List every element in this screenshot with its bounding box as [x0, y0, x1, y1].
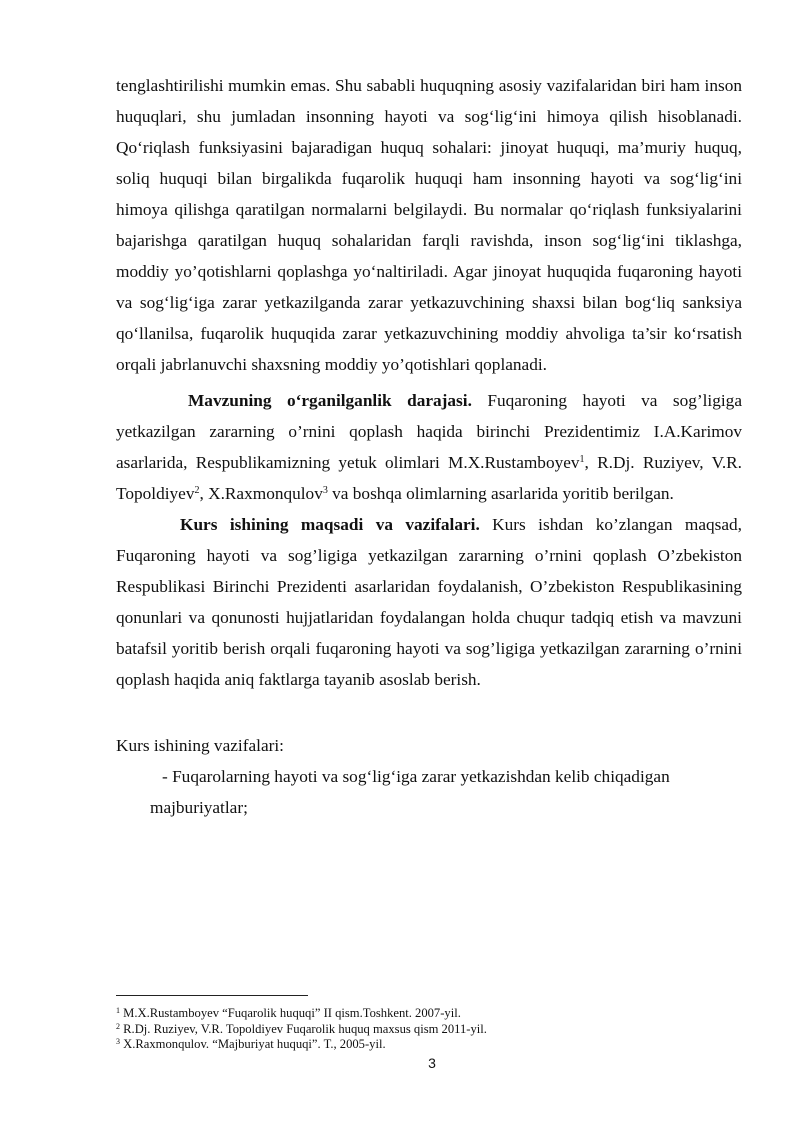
- paragraph-text: Fuqaroning hayoti va sog’ligiga yetkazilgan zararning o’rnini qoplash haqida birinchi Prezidentimiz I.A.Karimov asarlarida, Respublikamizning yetuk olimlari M.X.Rustamboyev: [116, 391, 742, 472]
- body-text: [116, 70, 742, 823]
- page-number: 3: [428, 1055, 436, 1071]
- footnote-ref-1[interactable]: 1: [579, 454, 585, 465]
- footnote-number: 1: [116, 1006, 120, 1015]
- blank-line: [116, 695, 742, 726]
- section-heading-study-degree: Mavzuning o‘rganilganlik darajasi.: [188, 391, 472, 410]
- paragraph-text: va boshqa olimlarning asarlarida yoritib berilgan.: [327, 484, 674, 503]
- footnote-ref-3[interactable]: 3: [322, 485, 328, 496]
- paragraph-text: Kurs ishdan ko’zlangan maqsad, Fuqaroning hayoti va sog’ligiga yetkazilgan zararning o’rnini qoplash O’zbekiston Respublikasi Birinchi Prezidenti asarlaridan foydalanish, O’zbekiston Respublikasining qonunlari va qonunosti hujjatlaridan foydalangan holda chuqur tadqiq etish va mavzuni batafsil yoritib berish orqali fuqaroning hayoti va sog’ligiga yetkazilgan zararning o’rnini qoplash haqida aniq faktlarga tayanib asoslab berish.: [116, 515, 742, 689]
- paragraph-text: , X.Raxmonqulov: [199, 484, 323, 503]
- footnote-3: [116, 1037, 742, 1053]
- footnote-number: 2: [116, 1021, 120, 1031]
- paragraph-intro: tenglashtirilishi mumkin emas. Shu sababli huquqning asosiy vazifalaridan biri ham inson huquqlari, shu jumladan insonning hayoti va sog‘lig‘ini himoya qilish hisoblanadi. Qo‘riqlash funksiyasini bajaradigan huquq sohalari: jinoyat huquqi, ma’muriy huquq, soliq huquqi bilan birgalikda fuqarolik huquqi ham insonning hayoti va sog‘lig‘ini himoya qilishga qaratilgan normalarni belgilaydi. Bu normalar qo‘riqlash funksiyalarini bajarishga qaratilgan huquq sohalaridan farqli ravishda, inson sog‘lig‘ini tiklashga, moddiy yo’qotishlarni qoplashga yo‘naltiriladi. Agar jinoyat huquqida fuqaroning hayoti va sog‘lig‘iga zarar yetkazilganda zarar yetkazuvchining shaxsi bilan bog‘liq sanksiya qo‘llanilsa, fuqarolik huquqida zarar yetkazuvchining moddiy ahvoliga ta’sir ko‘rsatish orqali jabrlanuvchi shaxsning moddiy yo’qotishlari qoplanadi.: [116, 76, 742, 374]
- footnote-2: [116, 1022, 742, 1038]
- footnote-text: M.X.Rustamboyev “Fuqarolik huquqi” II qism.Toshkent. 2007-yil.: [120, 1006, 461, 1020]
- list-item: - Fuqarolarning hayoti va sog‘lig‘iga zarar yetkazishdan kelib chiqadigan majburiyatlar;: [150, 767, 670, 817]
- footnote-number: 3: [116, 1037, 120, 1047]
- footnote-text: R.Dj. Ruziyev, V.R. Topoldiyev Fuqarolik huquq maxsus qism 2011-yil.: [120, 1021, 487, 1036]
- paragraph-text: , R.Dj. Ruziyev, V.R. Topoldiyev: [116, 453, 742, 503]
- footnote-1: [116, 1006, 742, 1022]
- paragraph-study-degree: [116, 385, 742, 509]
- tasks-heading: Kurs ishining vazifalari:: [116, 736, 284, 755]
- footnotes: [116, 1006, 742, 1053]
- footnote-separator: [116, 995, 308, 996]
- section-heading-goals: Kurs ishining maqsadi va vazifalari.: [180, 515, 480, 534]
- footnote-ref-2[interactable]: 2: [194, 485, 200, 496]
- footnote-text: X.Raxmonqulov. “Majburiyat huquqi”. T., 2005-yil.: [120, 1037, 386, 1052]
- paragraph-goals: [116, 509, 742, 695]
